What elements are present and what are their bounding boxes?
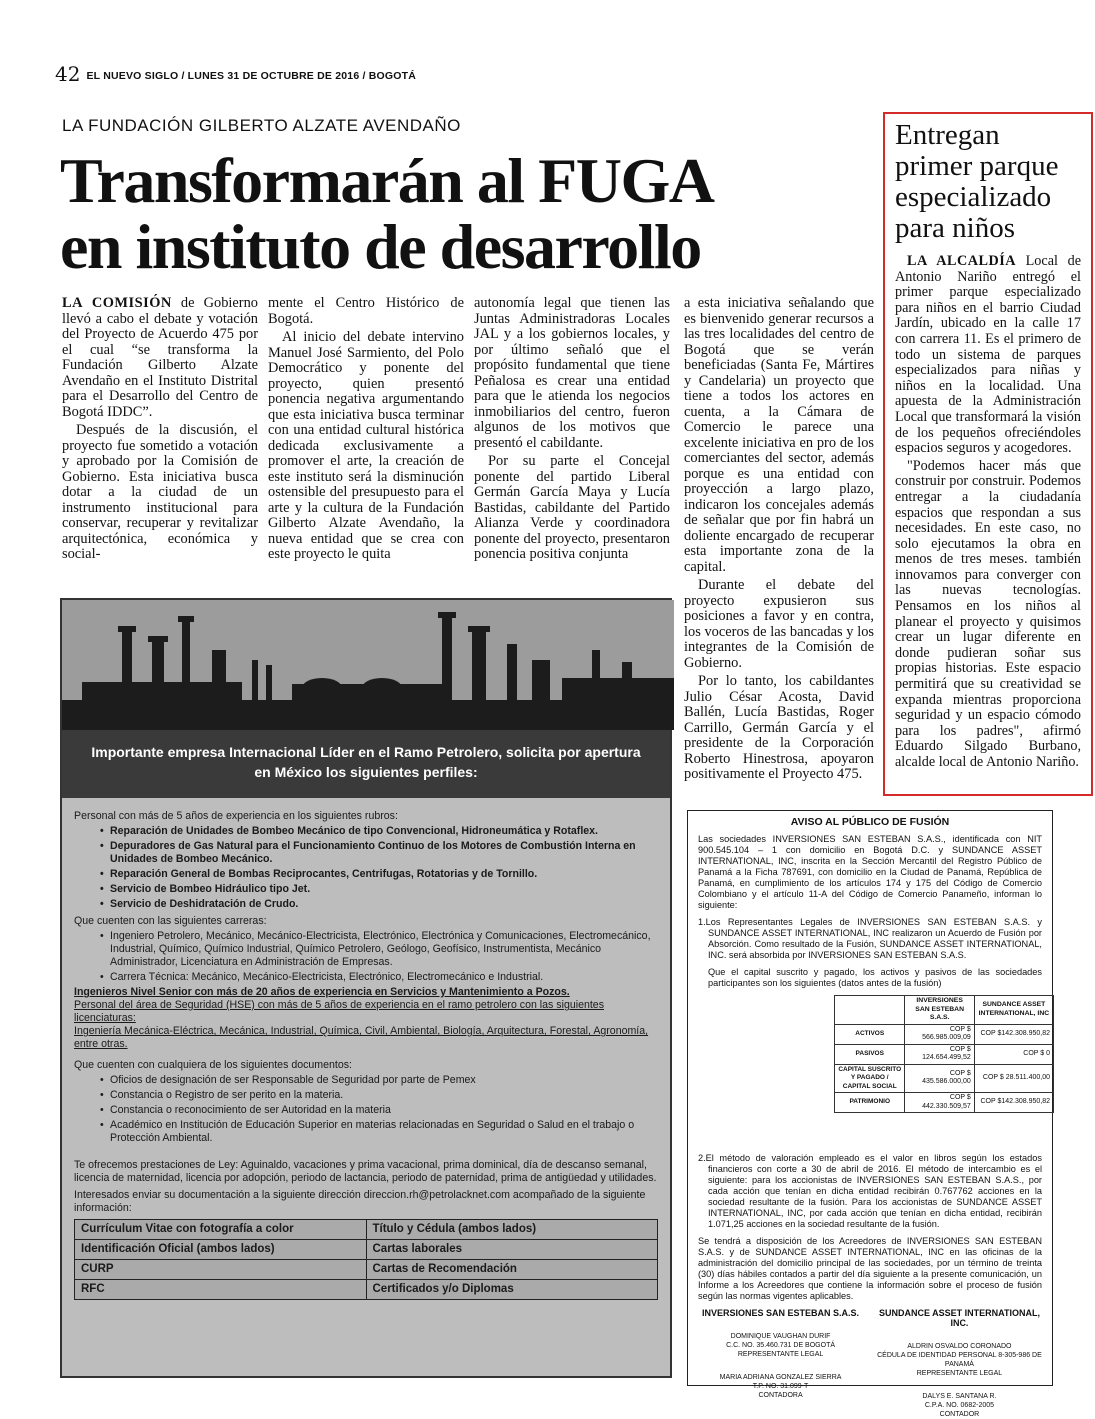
table-cell: RFC [75, 1280, 367, 1300]
table-cell: COP $142.308.950,82 [974, 1024, 1053, 1044]
table-cell: COP $ 28.511.400,00 [974, 1064, 1053, 1093]
masthead-meta: EL NUEVO SIGLO / LUNES 31 DE OCTUBRE DE 2016 / BOGOTÁ [86, 70, 417, 82]
signature-id: CÉDULA DE IDENTIDAD PERSONAL 8-305-986 DE PANAMÁ [877, 1352, 1042, 1368]
list-item: • Depuradores de Gas Natural para el Funcionamiento Continuo de los Motores de Combustión Interna en Unidades de Bombeo Mecánico. [110, 840, 658, 866]
article-paragraph: Después de la discusión, el proyecto fue sometido a votación y aprobado por la Comisión de Gobierno. Esta iniciativa busca dotar a la ciudad de un instrumento institucional para conservar, recuperar y revitalizar arquitectónica, económica y social- [62, 422, 258, 562]
signature-role: REPRESENTANTE LEGAL [916, 1370, 1003, 1377]
table-cell: ACTIVOS [835, 1024, 905, 1044]
ad-intro: Personal con más de 5 años de experiencia en los siguientes rubros: [74, 810, 398, 822]
table-header [835, 996, 905, 1025]
table-cell: COP $ 442.330.509,57 [905, 1093, 974, 1113]
signature-name: DALYS E. SANTANA R. [922, 1393, 997, 1400]
list-item: • Servicio de Deshidratación de Crudo. [110, 898, 658, 911]
table-header: SUNDANCE ASSET INTERNATIONAL, INC [974, 996, 1053, 1025]
documentos-list [74, 1074, 658, 1145]
table-cell: Cartas de Recomendación [366, 1260, 658, 1280]
senior-requirement: Ingenieros Nivel Senior con más de 20 años de experiencia en Servicios y Mantenimiento a Pozos. [74, 986, 570, 998]
hse-list: Ingeniería Mecánica-Eléctrica, Mecánica, Industrial, Química, Civil, Ambiental, Biología, Arquitectura, Forestal, Agronomía, entre otras. [74, 1025, 649, 1050]
ad-requirements-table [74, 1219, 658, 1300]
article-kicker: LA FUNDACIÓN GILBERTO ALZATE AVENDAÑO [62, 116, 461, 135]
sidebar-body [895, 254, 1081, 771]
job-advertisement [60, 598, 672, 1378]
rubros-list [74, 825, 658, 911]
signature-left [698, 1308, 863, 1419]
signature-name: ALDRIN OSVALDO CORONADO [907, 1343, 1012, 1350]
table-row [75, 1260, 658, 1280]
table-cell: COP $ 0 [974, 1044, 1053, 1064]
sidebar-title: Entregan primer parque especializado para niños [895, 119, 1059, 244]
table-cell: COP $ 566.985.009,09 [905, 1024, 974, 1044]
notice-paragraph: Que el capital suscrito y pagado, los activos y pasivos de las sociedades participantes son los siguientes (datos antes de la fusión) [708, 967, 1042, 988]
article-paragraph: Por lo tanto, los cabildantes Julio César Acosta, David Ballén, Lucía Bastidas, Roger Carrillo, Germán García y el presidente de la Corporación Roberto Hinestrosa, apoyaron positivamente el Proyecto 475. [684, 673, 874, 782]
table-cell: COP $142.308.950,82 [974, 1093, 1053, 1113]
table-cell: Currículum Vitae con fotografía a color [75, 1220, 367, 1240]
article-paragraph: a esta iniciativa señalando que es bienvenido generar recursos a las tres localidades del centro de Bogotá que se verán beneficiadas (Santa Fe, Mártires y Candelaria) un proyecto que tiene a todos los actores en cuenta, a la Cámara de Comercio le parece una excelente iniciativa en pro de los comerciantes del sector, además porque es una entidad con proyección a largo plazo, indicaron los concejales además de señalar que por fin habrá un doliente encargado de recuperar esta importante zona de la capital. [684, 295, 874, 575]
signature-id: T.P. NO. 31.099-T [752, 1383, 809, 1390]
list-item: • Carrera Técnica: Mecánico, Mecánico-Electricista, Electrónico, Electromecánico e Industrial. [110, 971, 658, 984]
signature-id: C.P.A. NO. 0682-2005 [924, 1402, 995, 1409]
article-paragraph: Durante el debate del proyecto expusieron sus posiciones a favor y en contra, los voceros de las bancadas y los integrantes de la Comisión de Gobierno. [684, 577, 874, 671]
headline-line-2: en instituto de desarrollo [60, 211, 701, 282]
table-row [835, 996, 1054, 1025]
ad-benefits: Te ofrecemos prestaciones de Ley: Aguinaldo, vacaciones y prima vacacional, prima dominical, día de descanso semanal, licencia de maternidad, licencia por adopción, periodo de lactancia, periodo de paternidad, prima de antigüedad y utilidades. [74, 1159, 657, 1184]
refinery-illustration [62, 600, 670, 730]
article-text: de Gobierno llevó a cabo el debate y votación del Proyecto de Acuerdo 475 por el cual “se transforma la Fundación Gilberto Alzate Avendaño en el Instituto Distrital para el Desarrollo del Centro de Bogotá IDDC”. [62, 295, 258, 420]
signature-id: C.C. NO. 35.460.731 DE BOGOTÁ [726, 1342, 836, 1349]
article-paragraph: mente el Centro Histórico de Bogotá. [268, 295, 464, 327]
table-cell: Título y Cédula (ambos lados) [366, 1220, 658, 1240]
article-paragraph: Por su parte el Concejal ponente del partido Liberal Germán García Maya y Lucía Bastidas, cabildante del Partido Alianza Verde y coordinadora ponente del proyecto, presentaron ponencia positiva conjunta [474, 453, 670, 562]
signature-role: CONTADORA [758, 1392, 803, 1399]
signature-company: SUNDANCE ASSET INTERNATIONAL, INC. [878, 1308, 1040, 1328]
headline-line-1: Transformarán al FUGA [60, 145, 714, 216]
table-row [835, 1024, 1054, 1044]
sidebar-text: Local de Antonio Nariño entregó el primer parque especializado para niños en el barrio Ciudad Jardín, ubicado en la calle 17 con carrera 11. Es el primero de todo un sistema de parques especializados para niñas y niños en la localidad. Una apuesta de la Administración Local que transformará la visión de los pequeños ofreciéndoles espacios seguros y acogedores. [895, 253, 1081, 457]
sidebar-paragraph: "Podemos hacer más que construir por construir. Podemos entregar a la ciudadanía espacios que respondan a sus necesidades. En este caso, no solo ejecutamos la obra en menos de tres meses. también innovamos para converger con las nuevas tecnologías. Pensamos en los niños al planear el proyecto y quisimos crear un lugar diferente en donde pudieran soñar sus propias historias. Este espacio permitirá que su creatividad se expanda mientras proporciona seguridad y un espacio cómodo para los padres", afirmó Eduardo Silgado Burbano, alcalde local de Antonio Nariño. [895, 457, 1081, 770]
ad-intro: Que cuenten con cualquiera de los siguientes documentos: [74, 1059, 352, 1071]
table-row [835, 1044, 1054, 1064]
ad-intro: Que cuenten con las siguientes carreras: [74, 915, 267, 927]
article-paragraph [62, 296, 258, 420]
hse-intro: Personal del área de Seguridad (HSE) con más de 5 años de experiencia en el ramo petrolero con las siguientes licenciaturas: [74, 999, 604, 1024]
list-item: • Reparación de Unidades de Bombeo Mecánico de tipo Convencional, Hidroneumática y Rotaflex. [110, 825, 658, 838]
list-item: • Ingeniero Petrolero, Mecánico, Mecánico-Electricista, Electrónico, Electrónica y Comunicaciones, Electromecánico, Industrial, Químico, Químico Industrial, Químico Petrolero, Geólogo, Geofísico, Instrumentista, Mecánico Administrador, Licenciatura en Administración de Empresas. [110, 930, 658, 969]
notice-paragraph: 1.Los Representantes Legales de INVERSIONES SAN ESTEBAN S.A.S. y SUNDANCE ASSET INTERNATIONAL, INC realizaron un Acuerdo de Fusión por Absorción. Como resultado de la Fusión, SUNDANCE ASSET INTERNATIONAL, INC. será absorbida por INVERSIONES SAN ESTEBAN S.A.S. [698, 917, 1042, 960]
list-item: • Académico en Institución de Educación Superior en materias relacionadas en Seguridad o Salud en el trabajo o Protección Ambiental. [110, 1119, 658, 1145]
table-row [75, 1220, 658, 1240]
article-column-4 [684, 296, 874, 786]
table-cell: COP $ 124.654.499,52 [905, 1044, 974, 1064]
ad-body [62, 798, 670, 1308]
table-header: INVERSIONES SAN ESTEBAN S.A.S. [905, 996, 974, 1025]
table-cell: CAPITAL SUSCRITO Y PAGADO / CAPITAL SOCIAL [835, 1064, 905, 1093]
signature-name: MARIA ADRIANA GONZALEZ SIERRA [719, 1374, 842, 1381]
list-item: • Servicio de Bombeo Hidráulico tipo Jet. [110, 883, 658, 896]
article-column-3 [474, 296, 670, 566]
table-cell: COP $ 435.586.000,00 [905, 1064, 974, 1093]
table-row [75, 1280, 658, 1300]
list-item: • Oficios de designación de ser Responsable de Seguridad por parte de Pemex [110, 1074, 658, 1087]
table-cell: PATRIMONIO [835, 1093, 905, 1113]
table-cell: PASIVOS [835, 1044, 905, 1064]
article-headline [60, 145, 860, 282]
masthead [55, 62, 1095, 84]
table-row [835, 1064, 1054, 1093]
list-item: • Constancia o reconocimiento de ser Autoridad en la materia [110, 1104, 658, 1117]
merger-notice [687, 810, 1053, 1418]
financial-table [834, 995, 1054, 1113]
table-cell: Identificación Oficial (ambos lados) [75, 1240, 367, 1260]
article-column-2 [268, 296, 464, 566]
sidebar-paragraph [895, 254, 1081, 457]
refinery-silhouette-icon [62, 600, 674, 730]
carreras-list [74, 930, 658, 984]
ad-send-instructions: Interesados enviar su documentación a la siguiente dirección direccion.rh@petrolacknet.com acompañado de la siguiente información: [74, 1189, 646, 1214]
notice-paragraph: Las sociedades INVERSIONES SAN ESTEBAN S.A.S., identificada con NIT 900.545.104 – 1 con domicilio en Bogotá D.C. y SUNDANCE ASSET INTERNATIONAL, INC, inscrita en la Sección Mercantil del Registro Público de Panamá a la Ficha 787691, con domicilio en la Ciudad de Panamá, República de Panamá, en cumplimiento de los artículos 174 y 175 del Código de Comercio Colombiano y el artículo 11-A del Código de Comercio Panameño, informan lo siguiente: [698, 834, 1042, 910]
table-row [75, 1240, 658, 1260]
article-lead: LA COMISIÓN [62, 295, 172, 311]
signatures [698, 1308, 1042, 1419]
article-paragraph: autonomía legal que tienen las Juntas Administradoras Locales JAL y a los gobiernos locales, y por último señaló que el propósito fundamental que tiene Peñalosa es crear una entidad para que le atienda los negocios inmobiliarios del centro, fueron algunos de los motivos que presentó el cabildante. [474, 295, 670, 451]
notice-title: AVISO AL PÚBLICO DE FUSIÓN [790, 816, 950, 828]
list-item: • Reparación General de Bombas Reciprocantes, Centrifugas, Rotatorias y de Tornillo. [110, 868, 658, 881]
signature-company: INVERSIONES SAN ESTEBAN S.A.S. [702, 1308, 860, 1318]
table-row [835, 1093, 1054, 1113]
list-item: • Constancia o Registro de ser perito en la materia. [110, 1089, 658, 1102]
table-cell: Cartas laborales [366, 1240, 658, 1260]
article-column-1 [62, 296, 258, 566]
signature-role: CONTADOR [939, 1411, 980, 1418]
ad-headline: Importante empresa Internacional Líder en el Ramo Petrolero, solicita por apertura en México los siguientes perfiles: [62, 730, 670, 798]
table-cell: Certificados y/o Diplomas [366, 1280, 658, 1300]
article-paragraph: Al inicio del debate intervino Manuel José Sarmiento, del Polo Democrático y ponente del proyecto, quien presentó ponencia negativa argumentando que esta iniciativa busca terminar con una entidad cultural histórica dedicada exclusivamente a promover el arte, la creación de este instituto será la disminución ostensible del presupuesto para el arte y la cultura de la Fundación Gilberto Alzate Avendaño, la nueva entidad que se crea con este proyecto le quita [268, 329, 464, 562]
signature-right [877, 1308, 1042, 1419]
sidebar-lead: LA ALCALDÍA [907, 253, 1016, 269]
signature-role: REPRESENTANTE LEGAL [737, 1351, 824, 1358]
signature-name: DOMINIQUE VAUGHAN DURIF [730, 1333, 831, 1340]
notice-paragraph: Se tendrá a disposición de los Acreedores de INVERSIONES SAN ESTEBAN S.A.S. y de SUNDANCE ASSET INTERNATIONAL, INC en las oficinas de la administración del domicilio principal de las sociedades, por un término de treinta (30) días hábiles contados a partir del día siguiente a la presente comunicación, un Informe a los Acreedores que contiene la información sobre el proceso de fusión según las normas vigentes aplicables. [698, 1236, 1042, 1301]
sidebar-story [883, 112, 1093, 796]
notice-paragraph: 2.El método de valoración empleado es el valor en libros según los estados financieros con corte a 30 de abril de 2016. El método de intercambio es el siguiente: para los accionistas de INVERSIONES SAN ESTEBAN S.A.S., por cada acción que tenían en dicha entidad recibirán 0.767762 acciones en la sociedad resultante de la fusión. Para los accionistas de SUNDANCE ASSET INTERNATIONAL, INC, por cada acción que tenían en dicha entidad, recibirán 1.071,25 acciones en la sociedad resultante de la fusión. [698, 1153, 1042, 1229]
table-cell: CURP [75, 1260, 367, 1280]
page-number: 42 [55, 62, 81, 86]
